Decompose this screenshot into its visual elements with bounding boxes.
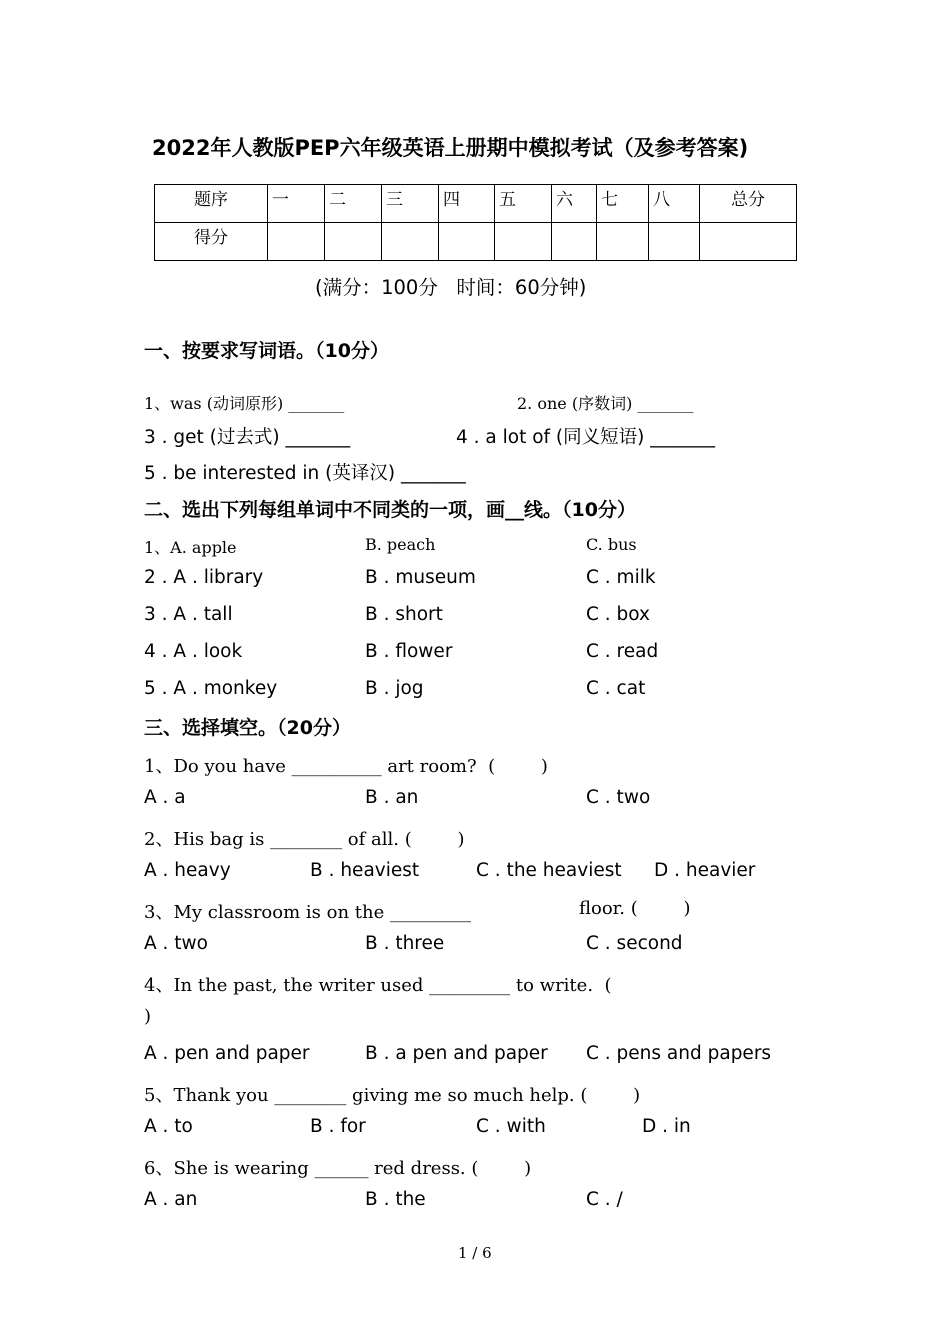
question-2: 2、His bag is ________ of all. ( ) — [144, 829, 465, 850]
section2-option: B. peach — [365, 535, 436, 554]
exam-info: (满分：100分 时间：60分钟) — [315, 276, 587, 299]
section2-option: B . jog — [365, 678, 424, 699]
answer-option: A . heavy — [144, 860, 231, 881]
section1-item: 2. one (序数词) _______ — [517, 394, 694, 413]
section2-option: C. bus — [586, 535, 637, 554]
score-row-label: 得分 — [155, 223, 268, 261]
section2-option: 2 . A . library — [144, 567, 264, 588]
section2-option: B . museum — [365, 567, 476, 588]
question-3-continued: floor. ( ) — [579, 898, 691, 919]
answer-option: B . three — [365, 933, 445, 954]
question-4: 4、In the past, the writer used _________ to write. ( — [144, 975, 612, 996]
score-cell[interactable] — [700, 223, 797, 261]
section2-heading: 二、选出下列每组单词中不同类的一项，画__线。（10分） — [144, 499, 636, 521]
score-header-cell: 四 — [439, 185, 495, 223]
answer-option: A . a — [144, 787, 186, 808]
answer-option: A . pen and paper — [144, 1043, 310, 1064]
score-header-cell: 三 — [382, 185, 439, 223]
page-title: 2022年人教版PEP六年级英语上册期中模拟考试（及参考答案) — [152, 136, 749, 160]
score-cell[interactable] — [439, 223, 495, 261]
answer-option: C . the heaviest — [476, 860, 622, 881]
answer-option: D . heavier — [654, 860, 756, 881]
score-header-cell: 总分 — [700, 185, 797, 223]
question-4-continued: ) — [144, 1006, 152, 1027]
answer-option: A . two — [144, 933, 209, 954]
section2-option: B . flower — [365, 641, 453, 662]
answer-option: B . heaviest — [310, 860, 420, 881]
section2-option: C . box — [586, 604, 651, 625]
section2-option: B . short — [365, 604, 443, 625]
score-cell[interactable] — [597, 223, 649, 261]
score-table — [154, 184, 797, 261]
section2-option: C . milk — [586, 567, 656, 588]
answer-option: C . second — [586, 933, 683, 954]
answer-option: B . a pen and paper — [365, 1043, 548, 1064]
question-1: 1、Do you have __________ art room? ( ) — [144, 756, 548, 777]
score-cell[interactable] — [552, 223, 597, 261]
score-header-cell: 八 — [649, 185, 700, 223]
section1-item: 5 . be interested in (英译汉) _______ — [144, 463, 466, 484]
question-6: 6、She is wearing ______ red dress. ( ) — [144, 1158, 532, 1179]
score-header-cell: 题序 — [155, 185, 268, 223]
answer-option: C . pens and papers — [586, 1043, 772, 1064]
question-5: 5、Thank you ________ giving me so much help. ( ) — [144, 1085, 641, 1106]
score-cell[interactable] — [382, 223, 439, 261]
section1-item: 1、was (动词原形) _______ — [144, 394, 345, 413]
answer-option: C . two — [586, 787, 651, 808]
answer-option: A . to — [144, 1116, 193, 1137]
answer-option: B . for — [310, 1116, 366, 1137]
question-3: 3、My classroom is on the _________ — [144, 902, 471, 923]
answer-option: D . in — [642, 1116, 691, 1137]
score-header-cell: 二 — [325, 185, 382, 223]
section1-item: 3 . get (过去式) _______ — [144, 427, 351, 448]
score-cell[interactable] — [325, 223, 382, 261]
answer-option: B . the — [365, 1189, 426, 1210]
section1-item: 4 . a lot of (同义短语) _______ — [456, 427, 716, 448]
score-cell[interactable] — [495, 223, 552, 261]
section1-heading: 一、按要求写词语。（10分） — [144, 340, 389, 362]
score-header-cell: 一 — [268, 185, 325, 223]
score-cell[interactable] — [268, 223, 325, 261]
section2-option: 4 . A . look — [144, 641, 243, 662]
page-number: 1 / 6 — [458, 1244, 492, 1262]
answer-option: A . an — [144, 1189, 198, 1210]
section3-heading: 三、选择填空。（20分） — [144, 717, 351, 739]
section2-option: 1、A. apple — [144, 538, 237, 557]
score-cell[interactable] — [649, 223, 700, 261]
score-header-cell: 七 — [597, 185, 649, 223]
section2-option: C . read — [586, 641, 659, 662]
section2-option: 3 . A . tall — [144, 604, 233, 625]
section2-option: C . cat — [586, 678, 646, 699]
answer-option: C . / — [586, 1189, 623, 1210]
score-header-cell: 五 — [495, 185, 552, 223]
score-table-score-row — [155, 223, 797, 261]
score-table-header-row — [155, 185, 797, 223]
score-header-cell: 六 — [552, 185, 597, 223]
section2-option: 5 . A . monkey — [144, 678, 278, 699]
answer-option: B . an — [365, 787, 419, 808]
answer-option: C . with — [476, 1116, 546, 1137]
